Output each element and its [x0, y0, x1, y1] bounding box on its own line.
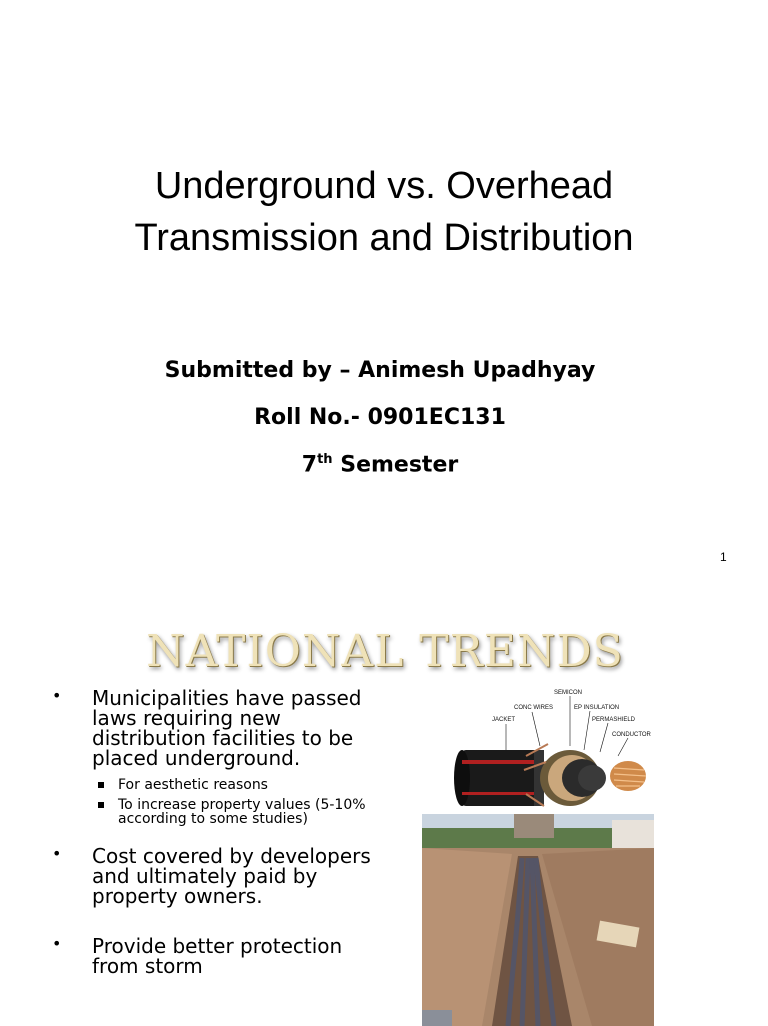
submitted-by: Submitted by – Animesh Upadhyay — [164, 358, 596, 383]
sub-bullet-item — [52, 778, 372, 792]
bullet-item — [52, 846, 372, 906]
bullet-text: Municipalities have passed laws requiring new distribution facilities to be placed underground. — [92, 686, 362, 770]
slide-title — [0, 160, 768, 264]
national-trends-slide — [0, 590, 768, 1024]
bullet-dot-icon: • — [52, 844, 62, 863]
semester-number: 7 — [301, 452, 318, 478]
bullet-text: Cost covered by developers and ultimately paid by property owners. — [92, 844, 371, 908]
cable-drawing — [422, 684, 654, 814]
semester — [0, 452, 760, 477]
cable-label: PERMASHIELD — [592, 717, 636, 723]
semester-word: Semester — [332, 452, 459, 478]
sub-bullet-item — [52, 798, 372, 826]
cable-cross-section-illustration — [422, 684, 654, 814]
title-line-1: Underground vs. Overhead — [154, 165, 614, 207]
bullet-dot-icon: • — [52, 686, 62, 705]
trench-drawing — [422, 814, 654, 1026]
cable-label: JACKET — [492, 717, 516, 723]
bullet-dot-icon: • — [52, 934, 62, 953]
slide-heading: NATIONAL TRENDS — [146, 626, 624, 677]
cable-label: CONDUCTOR — [612, 732, 651, 738]
square-bullet-icon — [98, 782, 104, 788]
page-number: 1 — [720, 550, 727, 564]
sub-bullet-list — [52, 778, 372, 826]
bullet-item — [52, 936, 372, 976]
sub-bullet-text: To increase property values (5-10% according to some studies) — [118, 797, 366, 827]
roll-number: Roll No.- 0901EC131 — [254, 405, 506, 430]
square-bullet-icon — [98, 802, 104, 808]
title-line-2: Transmission and Distribution — [134, 217, 634, 259]
cable-label: EP INSULATION — [574, 705, 620, 711]
sub-bullet-text: For aesthetic reasons — [118, 777, 268, 793]
cable-label: CONC WIRES — [514, 705, 553, 711]
cable-label: SEMICON — [554, 690, 583, 696]
cable-trench-image — [422, 684, 654, 1026]
bullet-text: Provide better protection from storm — [92, 934, 343, 978]
bullet-item — [52, 688, 372, 768]
trench-photo — [422, 814, 654, 1026]
semester-superscript: th — [317, 452, 333, 467]
bullet-list — [52, 688, 372, 986]
